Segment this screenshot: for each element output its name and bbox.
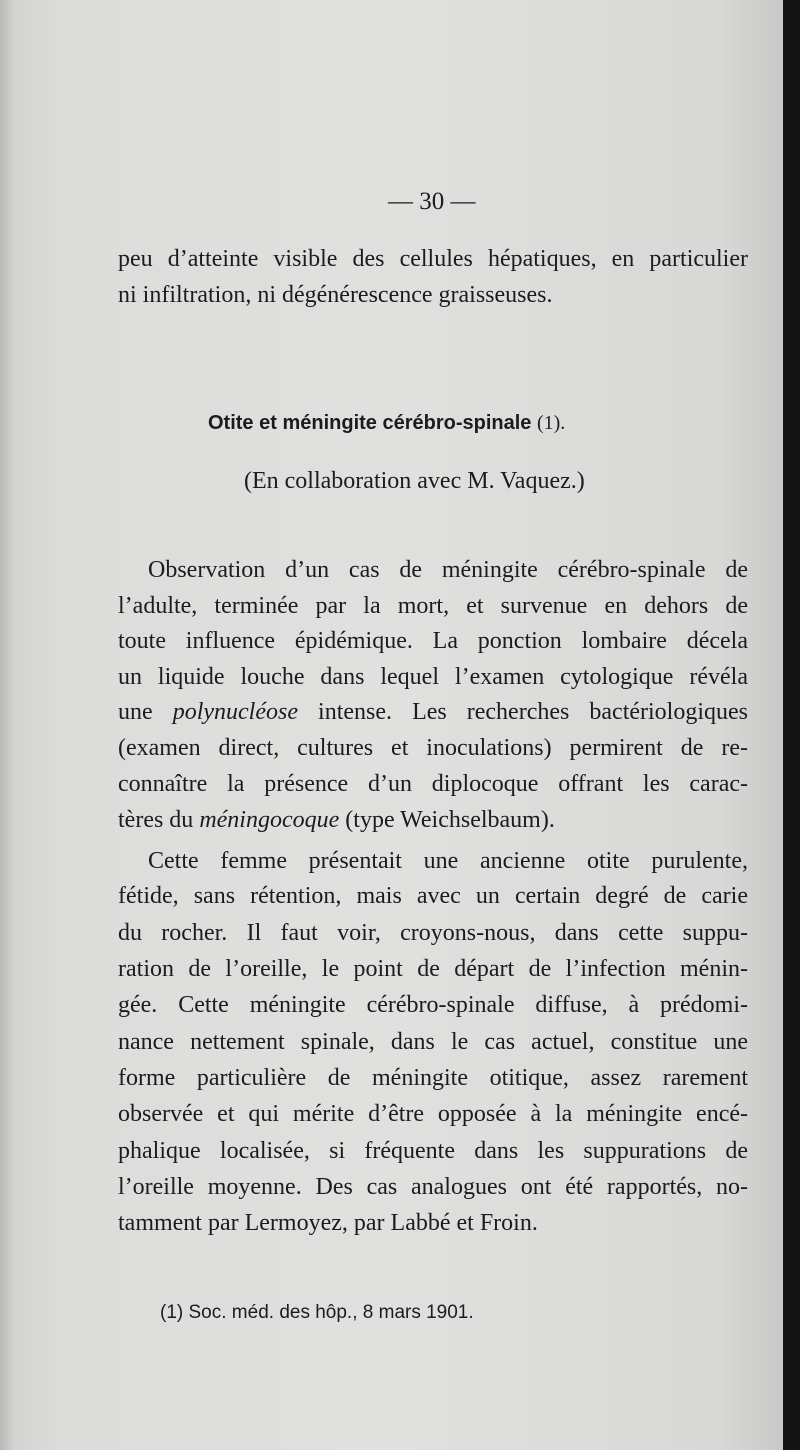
paragraph1-line-4: un liquide louche dans lequel l’examen cytologique révéla (118, 664, 748, 690)
paragraph2-line-1: Cette femme présentait une ancienne otite purulente, (148, 848, 748, 874)
paragraph2-line-2: fétide, sans rétention, mais avec un certain degré de carie (118, 883, 748, 909)
p1l5-em: polynucléose (172, 699, 298, 725)
footnote: (1) Soc. méd. des hôp., 8 mars 1901. (160, 1302, 474, 1323)
paragraph2-line-8: observée et qui mérite d’être opposée à la méningite encé- (118, 1101, 748, 1127)
paragraph1-line-7: connaître la présence d’un diplocoque offrant les carac- (118, 771, 748, 797)
paragraph1-line-8 (118, 807, 555, 834)
section-title-footnote-ref: (1). (536, 412, 566, 434)
paragraph2-line-4: ration de l’oreille, le point de départ de l’infection ménin- (118, 956, 748, 982)
p1l8-pre: tères du (118, 807, 194, 833)
paragraph2-line-10: l’oreille moyenne. Des cas analogues ont été rapportés, no- (118, 1174, 748, 1200)
paragraph2-line-3: du rocher. Il faut voir, croyons-nous, dans cette suppu- (118, 920, 748, 946)
paragraph1-line-3: toute influence épidémique. La ponction lombaire décela (118, 628, 748, 654)
p1l8-em: méningocoque (199, 807, 340, 833)
paragraph1-line-1: Observation d’un cas de méningite cérébro-spinale de (148, 557, 748, 583)
paragraph1-line-2: l’adulte, terminée par la mort, et survenue en dehors de (118, 593, 748, 619)
section-title-text: Otite et méningite cérébro-spinale (208, 412, 532, 434)
p1l5-post: intense. Les recherches bactériologiques (318, 699, 749, 725)
intro-line-1: peu d’atteinte visible des cellules hépatiques, en particulier (118, 246, 748, 272)
paragraph1-line-6: (examen direct, cultures et inoculations) permirent de re- (118, 735, 748, 761)
scan-border-right (783, 0, 800, 1450)
paragraph2-line-5: gée. Cette méningite cérébro-spinale diffuse, à prédomi- (118, 992, 748, 1018)
p1l8-post: (type Weichselbaum). (345, 807, 555, 833)
page-shadow-left (0, 0, 14, 1450)
intro-line-2: ni infiltration, ni dégénérescence graisseuses. (118, 282, 553, 308)
section-title (208, 412, 565, 435)
paragraph2-line-9: phalique localisée, si fréquente dans les suppurations de (118, 1138, 748, 1164)
paragraph2-line-11: tamment par Lermoyez, par Labbé et Froin. (118, 1210, 538, 1236)
page-number: — 30 — (388, 188, 476, 215)
p1l5-pre: une (118, 699, 153, 725)
section-subtitle: (En collaboration avec M. Vaquez.) (244, 468, 585, 494)
paragraph2-line-7: forme particulière de méningite otitique, assez rarement (118, 1065, 748, 1091)
paragraph2-line-6: nance nettement spinale, dans le cas actuel, constitue une (118, 1029, 748, 1055)
paragraph1-line-5 (118, 699, 748, 726)
